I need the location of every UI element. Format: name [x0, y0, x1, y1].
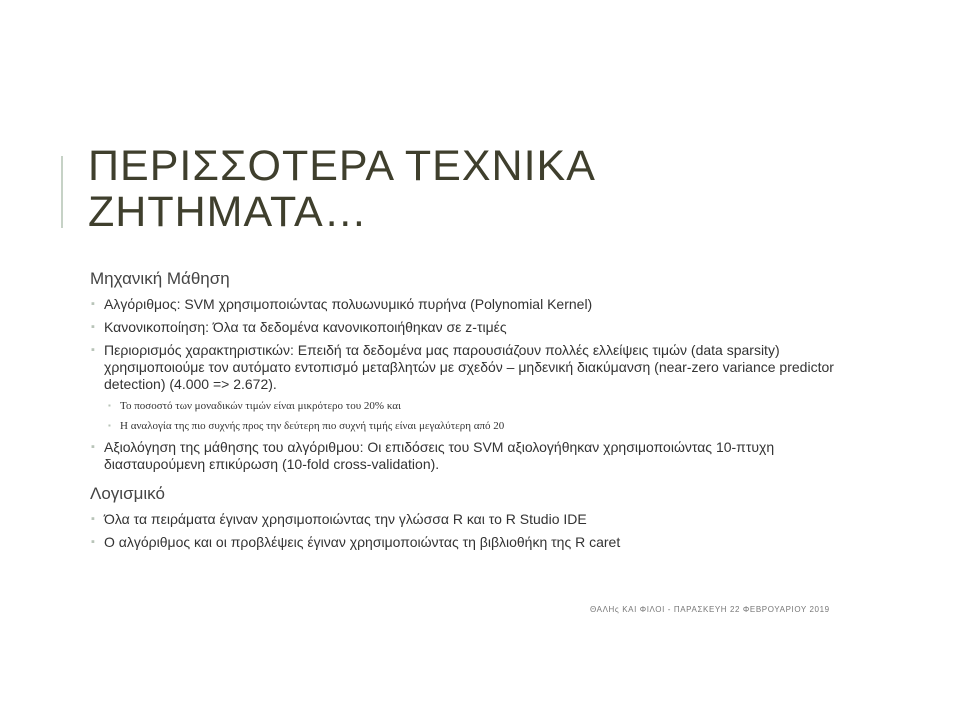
bullet-algorithm: ▪ Αλγόριθμος: SVM χρησιμοποιώντας πολυωνυμικό πυρήνα (Polynomial Kernel)	[90, 296, 850, 313]
sub-bullet-frequency-ratio: ▪ Η αναλογία της πιο συχνής προς την δεύτερη πιο συχνή τιμής είναι μεγαλύτερη από 20	[90, 419, 850, 433]
slide-footer: ΘΑΛΗς ΚΑΙ ΦΙΛΟΙ - ΠΑΡΑΣΚΕΥΗ 22 ΦΕΒΡΟΥΑΡΙΟΥ 2019	[590, 605, 830, 614]
title-line-2: ΖΗΤΗΜΑΤΑ…	[88, 188, 368, 236]
bullet-library: ▪ Ο αλγόριθμος και οι προβλέψεις έγιναν χρησιμοποιώντας τη βιβλιοθήκη της R caret	[90, 534, 850, 551]
slide-title	[88, 143, 868, 235]
software-list	[90, 511, 850, 551]
title-accent-line	[61, 156, 63, 228]
bullet-normalization: ▪ Κανονικοποίηση: Όλα τα δεδομένα κανονικοποιήθηκαν σε z-τιμές	[90, 319, 850, 336]
machine-learning-list	[90, 296, 850, 473]
section-heading-software: Λογισμικό	[90, 484, 165, 503]
bullet-evaluation: ▪ Αξιολόγηση της μάθησης του αλγόριθμου: Οι επιδόσεις του SVM αξιολογήθηκαν χρησιμοποιώντας 10-πτυχη διασταυρούμενη επικύρωση (10-fold cross-validation).	[90, 439, 850, 473]
sub-bullet-unique-values: ▪ Το ποσοστό των μοναδικών τιμών είναι μικρότερο του 20% και	[90, 399, 850, 413]
title-line-1: ΠΕΡΙΣΣΟΤΕΡΑ ΤΕΧΝΙΚΑ	[88, 142, 596, 190]
bullet-feature-limitation: ▪ Περιορισμός χαρακτηριστικών: Επειδή τα δεδομένα μας παρουσιάζουν πολλές ελλείψεις τιμών (data sparsity) χρησιμοποιούμε τον αυτόματο εντοπισμό μεταβλητών με σχεδόν – μηδενική διακύμανση (near-zero variance predictor detection) (4.000 => 2.672).	[90, 342, 850, 393]
bullet-language: ▪ Όλα τα πειράματα έγιναν χρησιμοποιώντας την γλώσσα R και το R Studio IDE	[90, 511, 850, 528]
section-heading-machine-learning: Μηχανική Μάθηση	[90, 269, 230, 288]
slide-body	[90, 268, 850, 557]
